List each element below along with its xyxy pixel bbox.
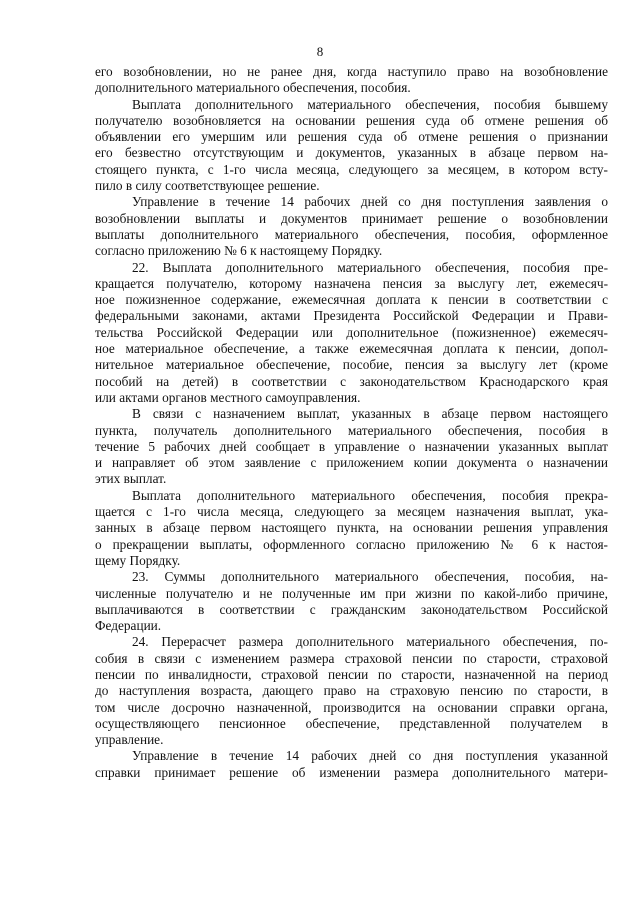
- document-body: [95, 64, 608, 781]
- text-line: пособий на детей) в соответствии с законодательством Краснодарского края: [95, 373, 608, 389]
- text-line: тельства Российской Федерации или дополнительное (пожизненное) ежемесяч-: [95, 324, 608, 340]
- text-line: федеральными законами, актами Президента Российской Федерации и Прави-: [95, 308, 608, 324]
- text-line: занных в абзаце первом настоящего пункта, на основании решения управления: [95, 520, 608, 536]
- text-line: Федерации.: [95, 618, 162, 634]
- text-line: пенсии по инвалидности, страховой пенсии по старости, назначенной на период: [95, 666, 608, 682]
- text-line: Управление в течение 14 рабочих дней со дня поступления указанной: [132, 748, 608, 764]
- text-line: справки принимает решение об изменении размера дополнительного матери-: [95, 764, 608, 780]
- text-line: выплаты дополнительного материального обеспечения, пособия, оформленное: [95, 226, 608, 242]
- text-line: его безвестно отсутствующим и документов, указанных в абзаце первом на-: [95, 145, 608, 161]
- text-line: пункта, получатель дополнительного материального обеспечения, пособия в: [95, 422, 608, 438]
- text-line: 22. Выплата дополнительного материального обеспечения, пособия пре-: [132, 259, 608, 275]
- text-line: или актами органов местного самоуправления.: [95, 389, 361, 405]
- text-line: 23. Суммы дополнительного материального обеспечения, пособия, на-: [132, 569, 608, 585]
- text-line: численные получателю и не полученные им при жизни по какой-либо причине,: [95, 585, 608, 601]
- text-line: осуществляющего пенсионное обеспечение, представленной получателем в: [95, 715, 608, 731]
- text-line: собия в связи с изменением размера страховой пенсии по старости, страховой: [95, 650, 608, 666]
- page-number: 8: [316, 44, 324, 59]
- text-line: нительное материальное обеспечение, пособие, пенсия за выслугу лет (кроме: [95, 357, 608, 373]
- text-line: ное материальное обеспечение, а также ежемесячная доплата к пенсии, допол-: [95, 341, 608, 357]
- text-line: том числе досрочно назначенной, производится на основании справки органа,: [95, 699, 608, 715]
- text-line: дополнительного материального обеспечения, пособия.: [95, 80, 411, 96]
- text-line: ное пожизненное содержание, ежемесячная доплата к пенсии в соответствии с: [95, 292, 608, 308]
- text-line: Управление в течение 14 рабочих дней со дня поступления заявления о: [132, 194, 608, 210]
- text-line: пило в силу соответствующее решение.: [95, 178, 320, 194]
- text-line: кращается получателю, которому назначена пенсия за выслугу лет, ежемесяч-: [95, 275, 608, 291]
- text-line: течение 5 рабочих дней сообщает в управление о назначении указанных выплат: [95, 438, 608, 454]
- text-line: стоящего пункта, с 1-го числа месяца, следующего за месяцем, в котором всту-: [95, 161, 608, 177]
- text-line: его возобновлении, но не ранее дня, когда наступило право на возобновление: [95, 64, 608, 79]
- text-line: Выплата дополнительного материального обеспечения, пособия прекра-: [132, 487, 608, 503]
- text-line: 24. Перерасчет размера дополнительного материального обеспечения, по-: [132, 634, 608, 650]
- text-line: согласно приложению № 6 к настоящему Порядку.: [95, 243, 383, 259]
- text-line: и направляет об этом заявление с приложением копии документа о назначении: [95, 455, 608, 471]
- text-line: щается с 1-го числа месяца, следующего за месяцем назначения выплат, ука-: [95, 504, 608, 520]
- text-line: щему Порядку.: [95, 552, 181, 568]
- text-line: возобновлении выплаты и документов принимает решение о возобновлении: [95, 210, 608, 226]
- text-line: управление.: [95, 732, 164, 748]
- text-line: о прекращении выплаты, оформленного согласно приложению № 6 к настоя-: [95, 536, 608, 552]
- text-line: В связи с назначением выплат, указанных в абзаце первом настоящего: [132, 406, 608, 422]
- text-line: получателю возобновляется на основании решения суда об отмене решения об: [95, 112, 608, 128]
- text-line: этих выплат.: [95, 471, 167, 487]
- text-line: до наступления возраста, дающего право на страховую пенсию по старости, в: [95, 683, 608, 699]
- text-line: Выплата дополнительного материального обеспечения, пособия бывшему: [132, 96, 608, 112]
- text-line: объявлении его умершим или решения суда об отмене решения о признании: [95, 129, 608, 145]
- text-line: выплачиваются в соответствии с гражданским законодательством Российской: [95, 601, 608, 617]
